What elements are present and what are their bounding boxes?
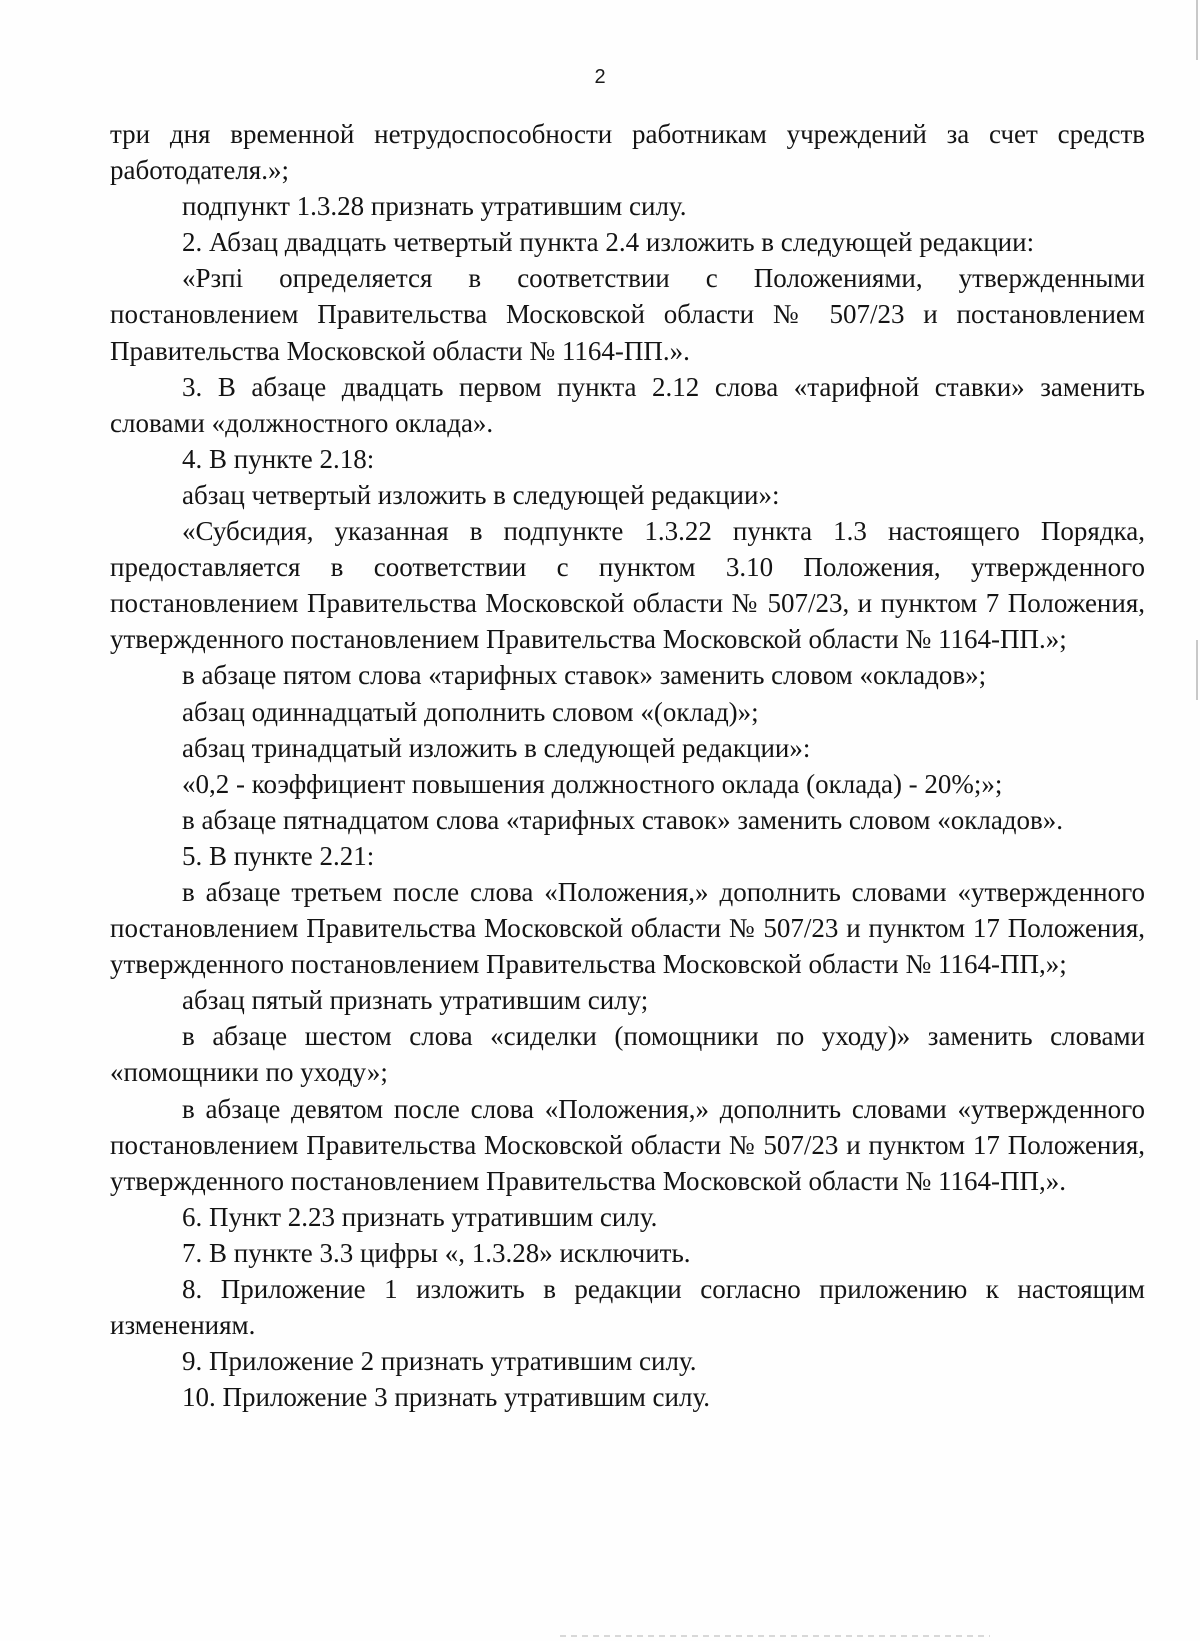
paragraph: «Субсидия, указанная в подпункте 1.3.22 пункта 1.3 настоящего Порядка, предоставляется в соответствии с пунктом 3.10 Положения, утвержденного постановлением Правительства Московской области № 507/23, и пунктом 7 Положения, утвержденного постановлением Правительства Московской области № 1164-ПП.»; bbox=[110, 516, 1145, 655]
paragraph: 6. Пункт 2.23 признать утратившим силу. bbox=[182, 1201, 658, 1232]
paragraph: 4. В пункте 2.18: bbox=[182, 443, 375, 474]
scan-artifact bbox=[560, 1635, 990, 1637]
paragraph: абзац тринадцатый изложить в следующей редакции»: bbox=[182, 732, 811, 763]
paragraph: 10. Приложение 3 признать утратившим силу. bbox=[182, 1382, 711, 1413]
paragraph: абзац одиннадцатый дополнить словом «(оклад)»; bbox=[182, 696, 759, 727]
paragraph: 5. В пункте 2.21: bbox=[182, 840, 375, 871]
page-number: 2 bbox=[594, 66, 606, 88]
paragraph: «Рзпi определяется в соответствии с Положениями, утвержденными постановлением Правительства Московской области № 507/23 и постановлением Правительства Московской области № 1164-ПП.». bbox=[110, 263, 1145, 366]
paragraph: «0,2 - коэффициент повышения должностного оклада (оклада) - 20%;»; bbox=[182, 768, 1003, 799]
paragraph: 7. В пункте 3.3 цифры «, 1.3.28» исключить. bbox=[182, 1237, 691, 1268]
paragraph: в абзаце шестом слова «сиделки (помощники по уходу)» заменить словами «помощники по уходу»; bbox=[110, 1021, 1145, 1088]
paragraph: 3. В абзаце двадцать первом пункта 2.12 слова «тарифной ставки» заменить словами «должностного оклада». bbox=[110, 371, 1145, 438]
document-body bbox=[110, 116, 1145, 1415]
paragraph-continuation: три дня временной нетрудоспособности работникам учреждений за счет средств работодателя.»; bbox=[110, 119, 1145, 186]
paragraph: в абзаце девятом после слова «Положения,» дополнить словами «утвержденного постановлением Правительства Московской области № 507/23 и пунктом 17 Положения, утвержденного постановлением Правительства Московской области № 1164-ПП,». bbox=[110, 1093, 1145, 1196]
paragraph: абзац четвертый изложить в следующей редакции»: bbox=[182, 479, 780, 510]
paragraph: 9. Приложение 2 признать утратившим силу. bbox=[182, 1346, 697, 1377]
paragraph: подпункт 1.3.28 признать утратившим силу. bbox=[182, 191, 687, 222]
paragraph: 8. Приложение 1 изложить в редакции согласно приложению к настоящим изменениям. bbox=[110, 1274, 1145, 1341]
scan-edge-mark bbox=[1196, 640, 1198, 700]
paragraph: в абзаце пятнадцатом слова «тарифных ставок» заменить словом «окладов». bbox=[182, 804, 1064, 835]
paragraph: в абзаце пятом слова «тарифных ставок» заменить словом «окладов»; bbox=[182, 660, 987, 691]
paragraph: 2. Абзац двадцать четвертый пункта 2.4 изложить в следующей редакции: bbox=[182, 227, 1035, 258]
paragraph: абзац пятый признать утратившим силу; bbox=[182, 985, 649, 1016]
paragraph: в абзаце третьем после слова «Положения,» дополнить словами «утвержденного постановлением Правительства Московской области № 507/23 и пунктом 17 Положения, утвержденного постановлением Правительства Московской области № 1164-ПП,»; bbox=[110, 876, 1145, 980]
scan-edge-mark bbox=[1196, 0, 1198, 60]
